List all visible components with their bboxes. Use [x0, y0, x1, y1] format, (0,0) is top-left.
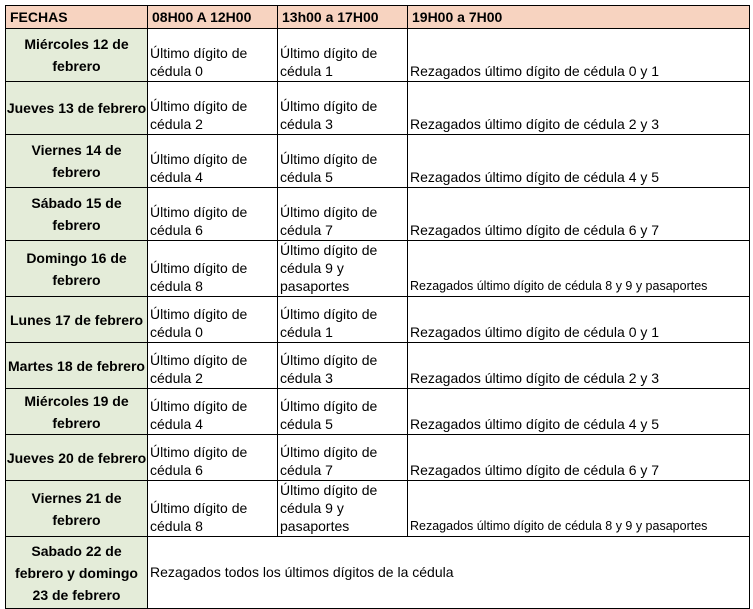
- morning-cell: Último dígito de cédula 6: [148, 188, 278, 241]
- date-cell: Sabado 22 de febrero y domingo 23 de febrero: [6, 537, 148, 609]
- night-cell: Rezagados último dígito de cédula 6 y 7: [408, 188, 750, 241]
- afternoon-cell: Último dígito de cédula 1: [278, 29, 408, 82]
- night-cell: Rezagados último dígito de cédula 2 y 3: [408, 343, 750, 389]
- morning-cell: Último dígito de cédula 2: [148, 343, 278, 389]
- afternoon-cell: Último dígito de cédula 5: [278, 135, 408, 188]
- header-row: [6, 6, 750, 29]
- morning-cell: Último dígito de cédula 0: [148, 29, 278, 82]
- afternoon-cell: Último dígito de cédula 9 y pasaportes: [278, 241, 408, 297]
- table-row: [6, 188, 750, 241]
- night-cell: Rezagados último dígito de cédula 4 y 5: [408, 135, 750, 188]
- morning-cell: Último dígito de cédula 4: [148, 389, 278, 435]
- date-cell: Miércoles 12 de febrero: [6, 29, 148, 82]
- afternoon-cell: Último dígito de cédula 1: [278, 297, 408, 343]
- date-cell: Lunes 17 de febrero: [6, 297, 148, 343]
- date-cell: Sábado 15 de febrero: [6, 188, 148, 241]
- schedule-table: [5, 5, 750, 609]
- night-cell: Rezagados último dígito de cédula 2 y 3: [408, 82, 750, 135]
- afternoon-cell: Último dígito de cédula 5: [278, 389, 408, 435]
- morning-cell: Último dígito de cédula 6: [148, 435, 278, 481]
- header-morning: 08H00 A 12H00: [148, 6, 278, 29]
- table-row: [6, 389, 750, 435]
- morning-cell: Último dígito de cédula 8: [148, 481, 278, 537]
- table-row-weekend: [6, 537, 750, 609]
- header-night: 19H00 a 7H00: [408, 6, 750, 29]
- table-row: [6, 29, 750, 82]
- date-cell: Miércoles 19 de febrero: [6, 389, 148, 435]
- night-cell: Rezagados último dígito de cédula 0 y 1: [408, 29, 750, 82]
- date-cell: Martes 18 de febrero: [6, 343, 148, 389]
- night-cell: Rezagados último dígito de cédula 6 y 7: [408, 435, 750, 481]
- header-fechas: FECHAS: [6, 6, 148, 29]
- afternoon-cell: Último dígito de cédula 9 y pasaportes: [278, 481, 408, 537]
- morning-cell: Último dígito de cédula 0: [148, 297, 278, 343]
- morning-cell: Último dígito de cédula 4: [148, 135, 278, 188]
- night-cell: Rezagados último dígito de cédula 8 y 9 y pasaportes: [408, 241, 750, 297]
- table-row: [6, 135, 750, 188]
- table-row: [6, 481, 750, 537]
- night-cell: Rezagados último dígito de cédula 4 y 5: [408, 389, 750, 435]
- date-cell: Jueves 13 de febrero: [6, 82, 148, 135]
- date-cell: Viernes 14 de febrero: [6, 135, 148, 188]
- afternoon-cell: Último dígito de cédula 3: [278, 343, 408, 389]
- afternoon-cell: Último dígito de cédula 3: [278, 82, 408, 135]
- morning-cell: Último dígito de cédula 8: [148, 241, 278, 297]
- date-cell: Jueves 20 de febrero: [6, 435, 148, 481]
- table-row: [6, 241, 750, 297]
- afternoon-cell: Último dígito de cédula 7: [278, 435, 408, 481]
- table-row: [6, 343, 750, 389]
- afternoon-cell: Último dígito de cédula 7: [278, 188, 408, 241]
- night-cell: Rezagados último dígito de cédula 0 y 1: [408, 297, 750, 343]
- weekend-cell: Rezagados todos los últimos dígitos de la cédula: [148, 537, 750, 609]
- table-row: [6, 435, 750, 481]
- table-row: [6, 297, 750, 343]
- table-row: [6, 82, 750, 135]
- header-afternoon: 13h00 a 17H00: [278, 6, 408, 29]
- date-cell: Domingo 16 de febrero: [6, 241, 148, 297]
- morning-cell: Último dígito de cédula 2: [148, 82, 278, 135]
- night-cell: Rezagados último dígito de cédula 8 y 9 y pasaportes: [408, 481, 750, 537]
- date-cell: Viernes 21 de febrero: [6, 481, 148, 537]
